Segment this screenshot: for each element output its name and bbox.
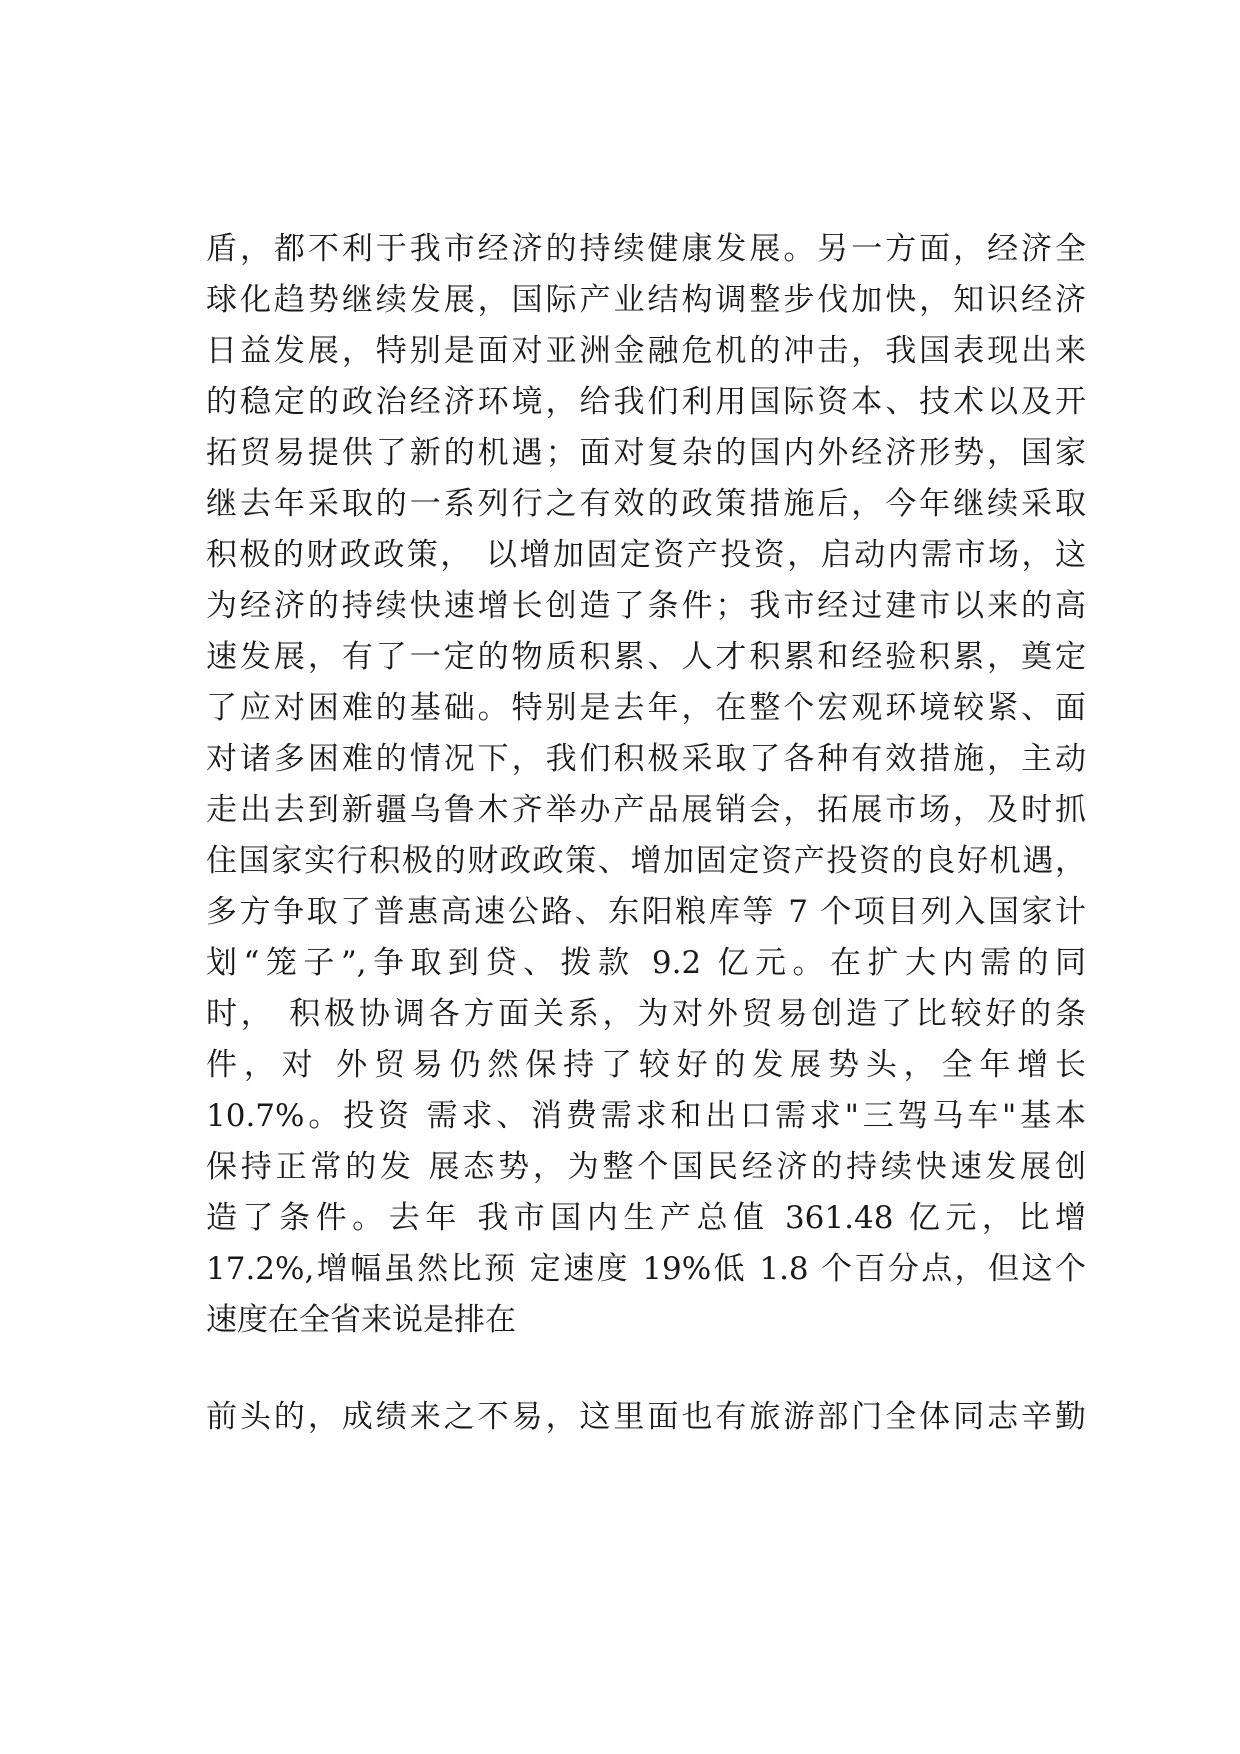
text-line: 拓贸易提供了新的机遇；面对复杂的国内外经济形势，国家: [206, 435, 1086, 471]
text-line: 积极的财政政策， 以增加固定资产投资，启动内需市场，这: [206, 537, 1086, 573]
text-line: 划“笼子”,争取到贷、拨款 9.2 亿元。在扩大内需的同: [206, 945, 1086, 981]
text-line: 盾，都不利于我市经济的持续健康发展。另一方面，经济全: [206, 231, 1086, 267]
text-line: 的稳定的政治经济环境，给我们利用国际资本、技术以及开: [206, 384, 1086, 420]
text-line: 住国家实行积极的财政政策、增加固定资产投资的良好机遇，: [206, 843, 1086, 879]
text-line: 了应对困难的基础。特别是去年，在整个宏观环境较紧、面: [206, 690, 1086, 726]
text-line: 前头的，成绩来之不易，这里面也有旅游部门全体同志辛勤: [206, 1399, 1086, 1435]
text-line: 时， 积极协调各方面关系，为对外贸易创造了比较好的条: [206, 996, 1086, 1032]
text-line: 对诸多困难的情况下，我们积极采取了各种有效措施，主动: [206, 741, 1086, 777]
text-line: 速度在全省来说是排在: [206, 1302, 516, 1338]
text-line: 10.7%。投资 需求、消费需求和出口需求"三驾马车"基本: [206, 1098, 1086, 1134]
text-line: 继去年采取的一系列行之有效的政策措施后，今年继续采取: [206, 486, 1086, 522]
text-line: 日益发展，特别是面对亚洲金融危机的冲击，我国表现出来: [206, 333, 1086, 369]
body-paragraph-1: [206, 224, 1086, 1346]
text-line: 保持正常的发 展态势，为整个国民经济的持续快速发展创: [206, 1149, 1086, 1185]
text-line: 件，对 外贸易仍然保持了较好的发展势头，全年增长: [206, 1047, 1086, 1083]
text-line: 造了条件。去年 我市国内生产总值 361.48 亿元，比增: [206, 1200, 1086, 1236]
text-line: 为经济的持续快速增长创造了条件；我市经过建市以来的高: [206, 588, 1086, 624]
text-line: 球化趋势继续发展，国际产业结构调整步伐加快，知识经济: [206, 282, 1086, 318]
body-paragraph-2: [206, 1392, 1086, 1443]
text-line: 多方争取了普惠高速公路、东阳粮库等 7 个项目列入国家计: [206, 894, 1086, 930]
text-line: 17.2%,增幅虽然比预 定速度 19%低 1.8 个百分点，但这个: [206, 1251, 1086, 1287]
text-line: 走出去到新疆乌鲁木齐举办产品展销会，拓展市场，及时抓: [206, 792, 1086, 828]
text-line: 速发展，有了一定的物质积累、人才积累和经验积累，奠定: [206, 639, 1086, 675]
